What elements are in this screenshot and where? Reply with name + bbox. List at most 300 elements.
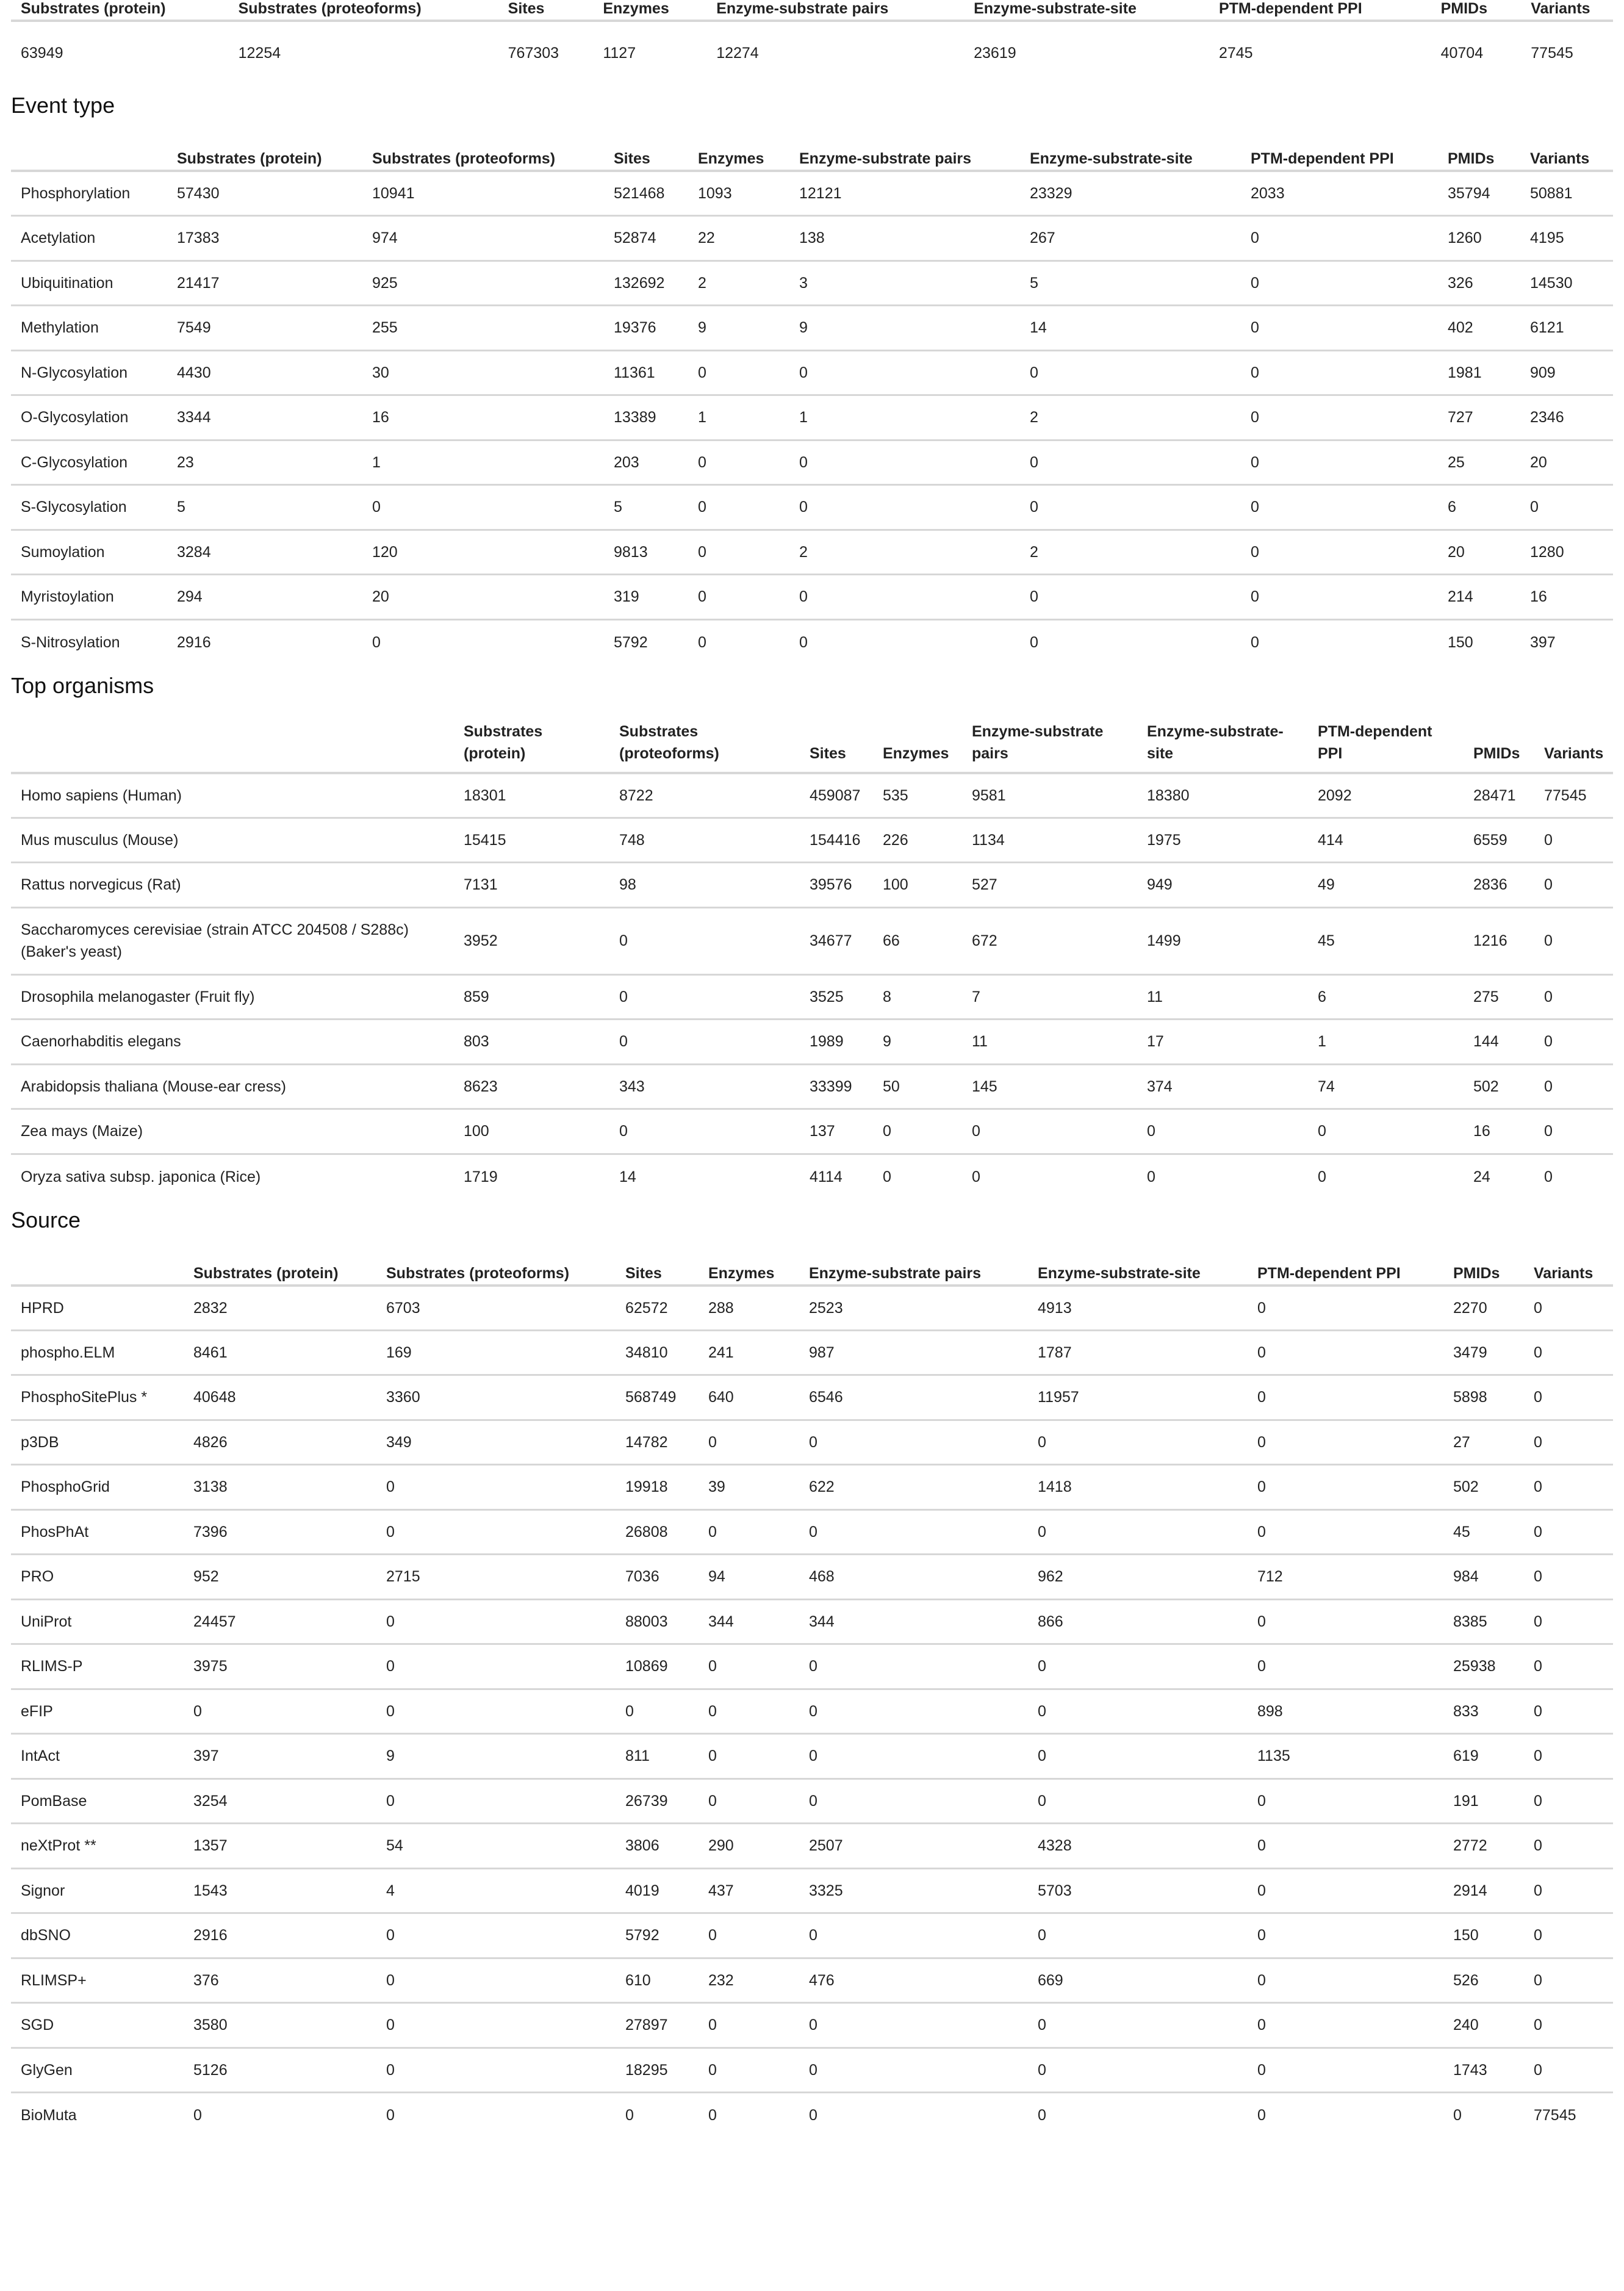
table-cell: 0 [1038, 1792, 1046, 1810]
table-row [11, 1109, 1613, 1154]
column-header-variants: Variants [1534, 1264, 1593, 1282]
table-cell: 803 [464, 1033, 489, 1051]
table-row [11, 1420, 1613, 1465]
row-label: O-Glycosylation [21, 409, 129, 426]
table-row [11, 619, 1613, 664]
table-cell: 0 [708, 2107, 717, 2124]
table-cell: 502 [1453, 1478, 1479, 1496]
table-cell: 11 [972, 1033, 988, 1051]
table-cell: 137 [810, 1123, 835, 1140]
table-cell: 0 [193, 2107, 202, 2124]
table-cell: 974 [372, 229, 398, 247]
table-cell: 0 [386, 1613, 395, 1630]
table-cell: 0 [1251, 364, 1259, 381]
row-label: PhosphoGrid [21, 1478, 110, 1496]
table-cell: 0 [1534, 1478, 1542, 1496]
table-cell: 3952 [464, 932, 498, 949]
table-cell: 12121 [799, 185, 842, 202]
table-cell: 232 [708, 1971, 734, 1989]
table-cell: 859 [464, 988, 489, 1005]
row-label: neXtProt ** [21, 1837, 96, 1855]
table-cell: 169 [386, 1343, 412, 1361]
table-cell: 0 [1534, 2016, 1542, 2034]
table-cell: 8623 [464, 1077, 498, 1095]
table-cell: 45 [1453, 1523, 1470, 1541]
column-header-substrates-proteoforms: Substrates (proteoforms) [386, 1264, 570, 1282]
row-label: HPRD [21, 1299, 64, 1317]
table-cell: 0 [1147, 1123, 1155, 1140]
table-cell: 11361 [614, 364, 655, 381]
column-header-enzyme-substrate-site: Enzyme-substrate-site [1038, 1264, 1201, 1282]
table-cell: 2092 [1318, 786, 1352, 804]
table-cell: 0 [1257, 1343, 1266, 1361]
table-cell: 0 [972, 1123, 980, 1140]
table-cell: 20 [1530, 453, 1547, 471]
table-cell: 0 [1544, 1168, 1553, 1185]
row-label: S-Glycosylation [21, 498, 127, 516]
table-cell: 4114 [810, 1168, 843, 1185]
table-cell: 0 [386, 1478, 395, 1496]
table-cell: 376 [193, 1971, 219, 1989]
table-row [11, 440, 1613, 485]
table-cell: 0 [1544, 932, 1553, 949]
table-cell: 0 [386, 2107, 395, 2124]
table-cell: 748 [619, 831, 645, 849]
column-header-ptm-dependent-ppi: PTM-dependent PPI [1318, 722, 1432, 762]
table-cell: 0 [1147, 1168, 1155, 1185]
table-cell: 34810 [625, 1343, 668, 1361]
table-cell: 0 [1251, 633, 1259, 651]
row-label: phospho.ELM [21, 1343, 115, 1361]
table-cell: 10941 [372, 185, 415, 202]
table-cell: 0 [799, 498, 808, 516]
row-label: Homo sapiens (Human) [21, 786, 182, 804]
table-cell: 14 [1030, 319, 1047, 337]
table-cell: 11957 [1038, 1389, 1079, 1406]
table-cell: 5792 [614, 633, 648, 651]
table-cell: 120 [372, 543, 398, 561]
table-cell: 0 [1534, 1882, 1542, 1899]
table-cell: 4195 [1530, 229, 1564, 247]
table-cell: 0 [619, 1123, 628, 1140]
table-cell: 24457 [193, 1613, 236, 1630]
table-cell: 66 [883, 932, 900, 949]
table-cell: 0 [698, 453, 706, 471]
table-cell: 6 [1448, 498, 1456, 516]
row-label: Mus musculus (Mouse) [21, 831, 179, 849]
table-cell: 0 [972, 1168, 980, 1185]
table-cell: 0 [698, 633, 706, 651]
table-cell: 3344 [177, 409, 211, 426]
table-cell: 344 [809, 1613, 835, 1630]
table-cell: 811 [625, 1747, 650, 1765]
table-cell: 1787 [1038, 1343, 1072, 1361]
table-cell: 0 [1318, 1168, 1326, 1185]
table-cell: 21417 [177, 274, 220, 292]
table-cell: 6 [1318, 988, 1326, 1005]
table-cell: 40648 [193, 1389, 236, 1406]
table-cell: 14782 [625, 1433, 668, 1451]
top-organisms-table [11, 707, 1613, 1199]
table-cell: 8461 [193, 1343, 228, 1361]
table-row [11, 818, 1613, 863]
table-cell: 1127 [603, 45, 636, 62]
column-header-enzyme-substrate-pairs: Enzyme-substrate pairs [972, 722, 1104, 762]
column-header-enzymes: Enzymes [708, 1264, 775, 1282]
table-cell: 2 [1030, 409, 1038, 426]
table-cell: 39576 [810, 876, 852, 894]
row-label: dbSNO [21, 1927, 71, 1944]
table-cell: 0 [1038, 1433, 1046, 1451]
table-cell: 2914 [1453, 1882, 1487, 1899]
table-cell: 0 [1544, 988, 1553, 1005]
table-cell: 402 [1448, 319, 1473, 337]
table-cell: 0 [1534, 1971, 1542, 1989]
table-cell: 984 [1453, 1568, 1479, 1586]
row-label: Acetylation [21, 229, 96, 247]
column-header-substrates-protein: Substrates (protein) [21, 0, 166, 17]
column-header-sites: Sites [508, 0, 545, 17]
table-row [11, 1778, 1613, 1824]
table-cell: 63949 [21, 45, 63, 62]
table-cell: 54 [386, 1837, 403, 1855]
table-cell: 3580 [193, 2016, 228, 2034]
table-cell: 132692 [614, 274, 665, 292]
table-cell: 527 [972, 876, 997, 894]
table-cell: 0 [1257, 1971, 1266, 1989]
table-cell: 5792 [625, 1927, 659, 1944]
table-row [11, 1868, 1613, 1913]
table-cell: 5 [177, 498, 185, 516]
table-cell: 23329 [1030, 185, 1072, 202]
table-cell: 0 [619, 932, 628, 949]
table-cell: 952 [193, 1568, 219, 1586]
table-cell: 0 [1257, 1792, 1266, 1810]
column-header-substrates-protein: Substrates (protein) [464, 722, 543, 762]
table-cell: 2507 [809, 1837, 843, 1855]
row-label: Caenorhabditis elegans [21, 1033, 181, 1051]
table-cell: 22 [698, 229, 715, 247]
table-cell: 0 [1544, 876, 1553, 894]
table-cell: 0 [1251, 274, 1259, 292]
table-cell: 17383 [177, 229, 220, 247]
table-cell: 397 [1530, 633, 1556, 651]
table-cell: 5898 [1453, 1389, 1487, 1406]
source-header [11, 1242, 1613, 1286]
table-cell: 833 [1453, 1702, 1479, 1720]
column-header-pmids: PMIDs [1473, 744, 1520, 762]
table-cell: 437 [708, 1882, 734, 1899]
table-cell: 0 [1534, 1523, 1542, 1541]
source-table [11, 1242, 1613, 2138]
row-label: PhosphoSitePlus * [21, 1389, 148, 1406]
table-cell: 267 [1030, 229, 1055, 247]
table-cell: 0 [809, 2016, 817, 2034]
table-cell: 0 [386, 1927, 395, 1944]
table-cell: 33399 [810, 1077, 852, 1095]
table-cell: 9813 [614, 543, 648, 561]
table-row [11, 907, 1613, 974]
table-cell: 13389 [614, 409, 656, 426]
table-cell: 35794 [1448, 185, 1490, 202]
table-cell: 20 [372, 588, 389, 606]
table-cell: 0 [698, 588, 706, 606]
table-row [11, 1913, 1613, 1958]
table-cell: 255 [372, 319, 398, 337]
table-cell: 0 [799, 364, 808, 381]
table-cell: 0 [708, 1658, 717, 1675]
table-cell: 45 [1318, 932, 1335, 949]
table-row [11, 530, 1613, 575]
table-row [11, 261, 1613, 306]
table-cell: 0 [1257, 1478, 1266, 1496]
table-cell: 3325 [809, 1882, 843, 1899]
column-header-blank [11, 707, 454, 773]
table-row [11, 1509, 1613, 1555]
column-header-substrates-proteoforms: Substrates (proteoforms) [372, 150, 556, 167]
column-header-substrates-protein: Substrates (protein) [177, 150, 322, 167]
table-cell: 0 [1257, 1613, 1266, 1630]
column-header-blank [11, 1242, 184, 1286]
column-header-enzymes: Enzymes [883, 744, 949, 762]
table-cell: 0 [1251, 229, 1259, 247]
table-cell: 0 [1038, 1702, 1046, 1720]
table-cell: 1499 [1147, 932, 1181, 949]
table-cell: 414 [1318, 831, 1343, 849]
table-cell: 100 [464, 1123, 489, 1140]
row-label: BioMuta [21, 2107, 77, 2124]
table-cell: 2832 [193, 1299, 228, 1317]
table-cell: 0 [372, 498, 381, 516]
table-cell: 0 [1038, 1658, 1046, 1675]
table-cell: 0 [1257, 1523, 1266, 1541]
table-cell: 568749 [625, 1389, 677, 1406]
table-cell: 2772 [1453, 1837, 1487, 1855]
table-cell: 15415 [464, 831, 506, 849]
table-cell: 7549 [177, 319, 211, 337]
row-label: Signor [21, 1882, 65, 1899]
table-cell: 2 [799, 543, 808, 561]
table-cell: 145 [972, 1077, 997, 1095]
table-cell: 0 [1544, 1123, 1553, 1140]
table-cell: 77545 [1531, 45, 1573, 62]
table-cell: 1975 [1147, 831, 1181, 849]
table-cell: 23 [177, 453, 194, 471]
table-cell: 294 [177, 588, 203, 606]
table-cell: 50881 [1530, 185, 1573, 202]
table-cell: 203 [614, 453, 639, 471]
table-row [11, 1644, 1613, 1689]
table-row [11, 1555, 1613, 1600]
summary-table [11, 0, 1613, 84]
table-cell: 0 [1251, 409, 1259, 426]
table-cell: 191 [1453, 1792, 1479, 1810]
table-cell: 138 [799, 229, 825, 247]
row-label: PhosPhAt [21, 1523, 89, 1541]
column-header-ptm-dependent-ppi: PTM-dependent PPI [1218, 0, 1362, 17]
table-row [11, 1064, 1613, 1109]
table-cell: 767303 [508, 45, 559, 62]
table-row [11, 171, 1613, 216]
table-cell: 0 [708, 1433, 717, 1451]
table-cell: 0 [1534, 1299, 1542, 1317]
table-cell: 0 [809, 2107, 817, 2124]
table-cell: 727 [1448, 409, 1473, 426]
column-header-enzyme-substrate-pairs: Enzyme-substrate pairs [716, 0, 889, 17]
table-row [11, 1330, 1613, 1375]
table-cell: 26808 [625, 1523, 668, 1541]
table-cell: 240 [1453, 2016, 1479, 2034]
table-cell: 12274 [716, 45, 759, 62]
table-cell: 2270 [1453, 1299, 1487, 1317]
table-cell: 0 [809, 1747, 817, 1765]
table-cell: 0 [1251, 453, 1259, 471]
table-cell: 0 [799, 588, 808, 606]
event-type-body [11, 171, 1613, 664]
row-label: UniProt [21, 1613, 72, 1630]
table-cell: 49 [1318, 876, 1335, 894]
table-cell: 0 [1030, 588, 1038, 606]
row-label: Oryza sativa subsp. japonica (Rice) [21, 1168, 261, 1185]
table-cell: 0 [708, 1702, 717, 1720]
row-label: Sumoylation [21, 543, 105, 561]
table-cell: 468 [809, 1568, 835, 1586]
table-cell: 0 [386, 1523, 395, 1541]
table-cell: 502 [1473, 1077, 1499, 1095]
table-cell: 88003 [625, 1613, 668, 1630]
column-header-pmids: PMIDs [1440, 0, 1487, 17]
table-cell: 0 [1030, 633, 1038, 651]
table-row [11, 1734, 1613, 1779]
table-cell: 0 [1534, 1747, 1542, 1765]
table-cell: 1216 [1473, 932, 1507, 949]
table-cell: 10869 [625, 1658, 668, 1675]
table-cell: 25 [1448, 453, 1465, 471]
table-cell: 3138 [193, 1478, 228, 1496]
table-cell: 28471 [1473, 786, 1516, 804]
table-cell: 0 [1534, 1343, 1542, 1361]
row-label: SGD [21, 2016, 54, 2034]
table-cell: 4 [386, 1882, 395, 1899]
table-cell: 3806 [625, 1837, 659, 1855]
table-cell: 0 [1257, 2107, 1266, 2124]
table-cell: 0 [1534, 1792, 1542, 1810]
table-cell: 0 [1257, 1389, 1266, 1406]
table-row [11, 350, 1613, 395]
table-cell: 5 [1030, 274, 1038, 292]
table-cell: 154416 [810, 831, 861, 849]
table-cell: 1 [799, 409, 808, 426]
table-cell: 949 [1147, 876, 1173, 894]
table-cell: 7131 [464, 876, 498, 894]
table-cell: 9 [883, 1033, 891, 1051]
table-cell: 1280 [1530, 543, 1564, 561]
table-cell: 30 [372, 364, 389, 381]
table-cell: 3479 [1453, 1343, 1487, 1361]
table-cell: 343 [619, 1077, 645, 1095]
table-row [11, 863, 1613, 908]
table-row [11, 306, 1613, 351]
table-cell: 0 [1257, 1882, 1266, 1899]
table-cell: 25938 [1453, 1658, 1496, 1675]
row-label: Saccharomyces cerevisiae (strain ATCC 204508 / S288c) (Baker's yeast) [21, 921, 409, 960]
table-row [11, 2093, 1613, 2138]
column-header-enzyme-substrate-pairs: Enzyme-substrate pairs [799, 150, 972, 167]
table-cell: 2 [1030, 543, 1038, 561]
source-title: Source [11, 1207, 81, 1232]
table-cell: 0 [698, 498, 706, 516]
table-cell: 8 [883, 988, 891, 1005]
table-cell: 0 [625, 1702, 634, 1720]
table-cell: 1719 [464, 1168, 498, 1185]
table-cell: 0 [1257, 1433, 1266, 1451]
table-row [11, 1020, 1613, 1065]
table-cell: 2916 [177, 633, 211, 651]
table-cell: 0 [1534, 1568, 1542, 1586]
row-label: RLIMSP+ [21, 1971, 87, 1989]
top-organisms-title: Top organisms [11, 672, 154, 698]
row-label: N-Glycosylation [21, 364, 128, 381]
table-cell: 0 [625, 2107, 634, 2124]
table-cell: 0 [1257, 1658, 1266, 1675]
column-header-variants: Variants [1531, 0, 1590, 17]
summary-header [11, 0, 1613, 21]
table-cell: 3975 [193, 1658, 228, 1675]
table-cell: 459087 [810, 786, 861, 804]
table-cell: 290 [708, 1837, 734, 1855]
table-cell: 20 [1448, 543, 1465, 561]
table-cell: 241 [708, 1343, 734, 1361]
table-cell: 0 [1534, 1927, 1542, 1944]
table-cell: 0 [1251, 498, 1259, 516]
table-cell: 18301 [464, 786, 506, 804]
table-cell: 0 [1251, 543, 1259, 561]
table-cell: 712 [1257, 1568, 1283, 1586]
table-cell: 6121 [1530, 319, 1564, 337]
table-cell: 1418 [1038, 1478, 1072, 1496]
table-cell: 640 [708, 1389, 734, 1406]
row-label: Rattus norvegicus (Rat) [21, 876, 181, 894]
table-cell: 1543 [193, 1882, 228, 1899]
column-header-pmids: PMIDs [1453, 1264, 1500, 1282]
table-cell: 275 [1473, 988, 1499, 1005]
event-type-table [11, 127, 1613, 664]
table-cell: 1135 [1257, 1747, 1290, 1765]
table-cell: 2715 [386, 1568, 420, 1586]
table-cell: 14530 [1530, 274, 1573, 292]
table-cell: 0 [799, 633, 808, 651]
table-cell: 24 [1473, 1168, 1490, 1185]
table-cell: 8722 [619, 786, 653, 804]
table-cell: 0 [1038, 1927, 1046, 1944]
table-cell: 0 [1038, 1523, 1046, 1541]
table-cell: 526 [1453, 1971, 1479, 1989]
table-cell: 0 [386, 1792, 395, 1810]
table-cell: 0 [809, 1523, 817, 1541]
table-cell: 52874 [614, 229, 656, 247]
row-label: C-Glycosylation [21, 453, 128, 471]
table-cell: 0 [386, 2061, 395, 2079]
table-cell: 3 [799, 274, 808, 292]
table-cell: 0 [809, 1433, 817, 1451]
table-cell: 0 [1534, 1658, 1542, 1675]
table-cell: 0 [1030, 453, 1038, 471]
table-cell: 2 [698, 274, 706, 292]
table-cell: 3284 [177, 543, 211, 561]
table-cell: 1989 [810, 1033, 844, 1051]
table-cell: 0 [1257, 2016, 1266, 2034]
table-cell: 14 [619, 1168, 636, 1185]
